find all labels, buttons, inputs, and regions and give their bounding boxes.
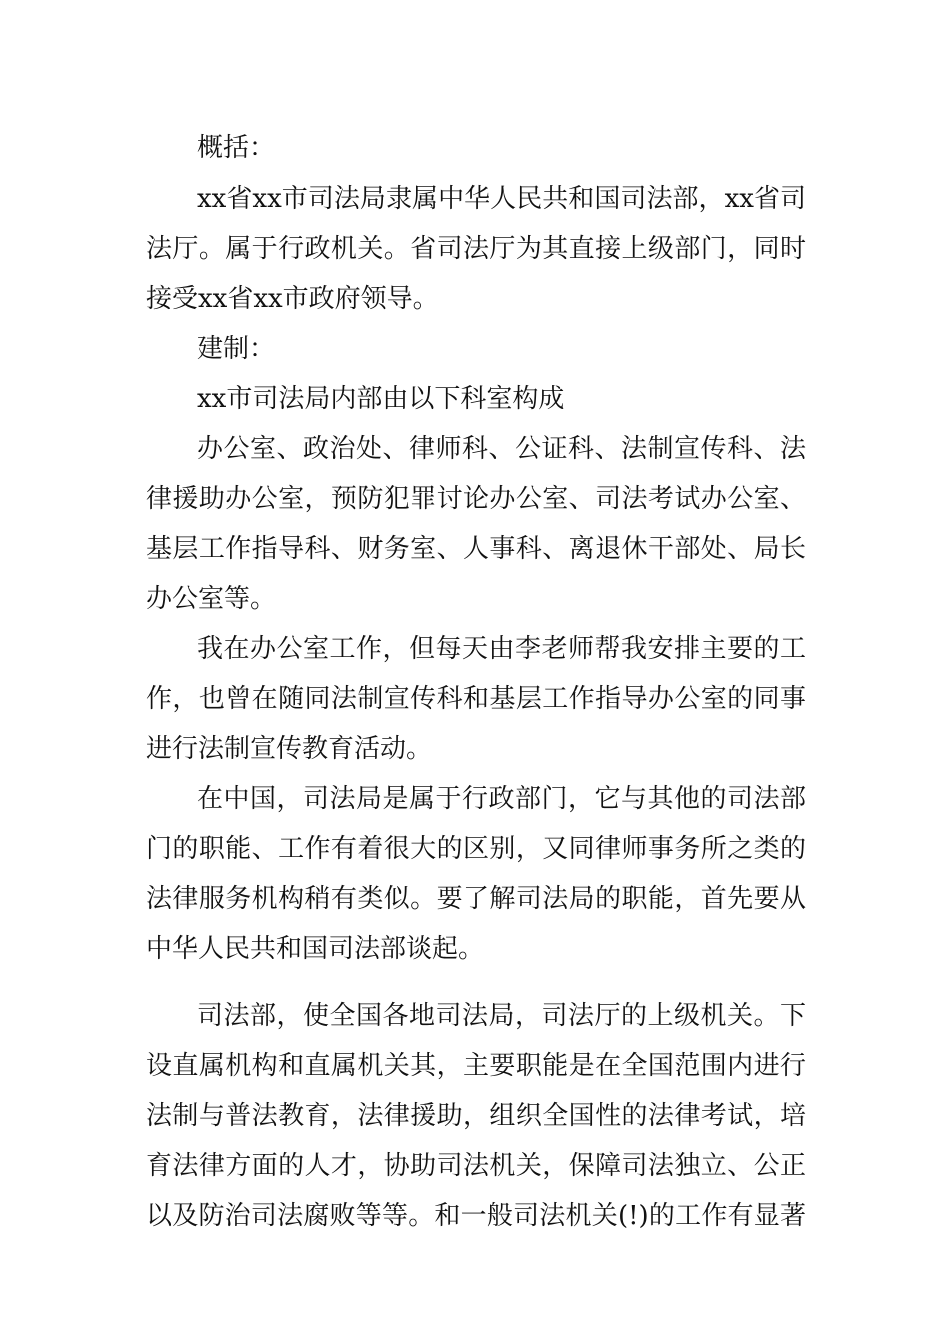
paragraph-line: 设直属机构和直属机关其，主要职能是在全国范围内进行 [146,1051,806,1081]
paragraph-line: 我在办公室工作，但每天由李老师帮我安排主要的工 [197,634,806,664]
paragraph-line: 作，也曾在随同法制宣传科和基层工作指导办公室的同事 [146,684,806,714]
paragraph-line: 法制与普法教育，法律援助，组织全国性的法律考试，培 [146,1101,806,1131]
paragraph-line: xx省xx市司法局隶属中华人民共和国司法部，xx省司 [197,184,806,214]
paragraph-line: 基层工作指导科、财务室、人事科、离退休干部处、局长 [146,534,806,564]
paragraph-line: 以及防治司法腐败等等。和一般司法机关(!)的工作有显著 [146,1201,806,1231]
paragraph-line: 育法律方面的人才，协助司法机关，保障司法独立、公正 [146,1151,806,1181]
paragraph-line: 办公室等。 [146,584,277,614]
heading-overview: 概括： [197,133,276,163]
paragraph-line: 门的职能、工作有着很大的区别，又同律师事务所之类的 [146,834,806,864]
paragraph-line: 办公室、政治处、律师科、公证科、法制宣传科、法 [197,434,806,464]
paragraph-line: 中华人民共和国司法部谈起。 [146,934,485,964]
paragraph-line: 司法部，使全国各地司法局，司法厅的上级机关。下 [197,1001,806,1031]
heading-structure: 建制： [197,334,276,364]
paragraph-line: 在中国，司法局是属于行政部门，它与其他的司法部 [197,784,806,814]
paragraph-line: xx市司法局内部由以下科室构成 [197,384,565,414]
paragraph-line: 接受xx省xx市政府领导。 [146,284,439,314]
paragraph-line: 律援助办公室，预防犯罪讨论办公室、司法考试办公室、 [146,484,806,514]
paragraph-line: 法律服务机构稍有类似。要了解司法局的职能，首先要从 [146,884,806,914]
paragraph-line: 进行法制宣传教育活动。 [146,734,433,764]
paragraph-line: 法厅。属于行政机关。省司法厅为其直接上级部门，同时 [146,234,806,264]
